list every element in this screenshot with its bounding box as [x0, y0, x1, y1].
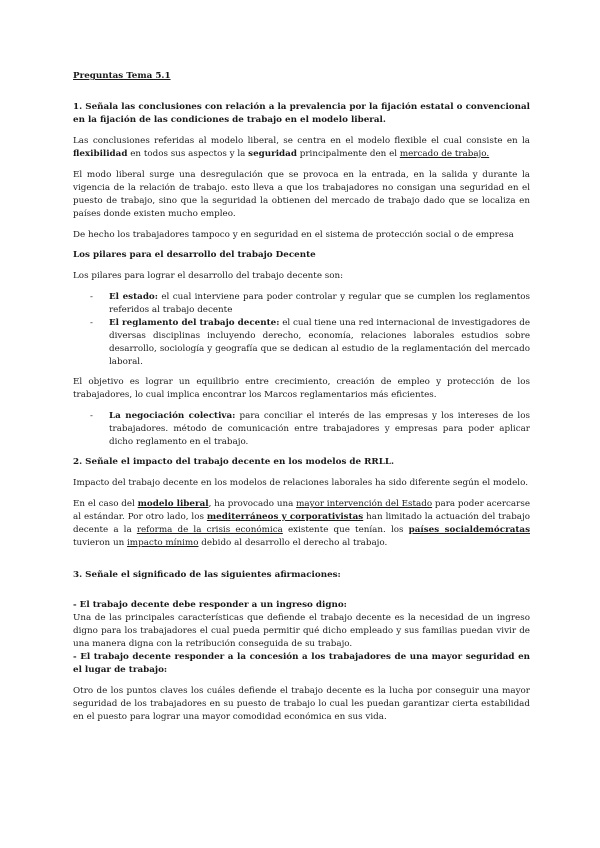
pillar-label: El reglamento del trabajo decente: — [109, 318, 280, 328]
q1-p1-seguridad: seguridad — [248, 149, 297, 159]
q2-p2-text-1: En el caso del — [73, 499, 138, 509]
q1-p1-mercado: mercado de trabajo. — [399, 149, 490, 159]
pillar-text: para conciliar el interés de las empresas y los intereses de los trabajadores. método de comunicación entre trabajadores y empresas para poder aplicar dicho reglamento en el trabajo. — [109, 411, 530, 447]
list-item — [73, 410, 530, 449]
pillars-heading: Los pilares para el desarrollo del trabajo Decente — [73, 250, 316, 260]
list-item — [73, 317, 530, 369]
q2-impacto-minimo: impacto mínimo — [127, 538, 199, 548]
bullet-dash: - — [90, 411, 93, 421]
pillars-list-2 — [73, 410, 530, 449]
document-title: Preguntas Tema 5.1 — [73, 71, 171, 81]
q1-p1-text-3: principalmente den el — [296, 149, 400, 159]
q2-mediterraneos: mediterráneos y corporativistas — [206, 512, 364, 522]
q2-paragraph-2 — [73, 498, 530, 550]
pillar-text: el cual tiene una red internacional de investigadores de diversas disciplinas incluyendo derecho, economía, relaciones laborales estudios sobre desarrollo, sociología y geografía que se dedican al estudio de la reglamentación del mercado laboral. — [109, 318, 530, 367]
q2-p2-text-7: debido al desarrollo el derecho al trabajo. — [198, 538, 388, 548]
list-item — [73, 291, 530, 317]
q1-p1-text-2: en todos sus aspectos y la — [127, 149, 249, 159]
section-spacer — [73, 550, 530, 569]
q3-paragraph-1: Una de las principales características que defiende el trabajo decente es la necesidad de un ingreso digno para los trabajadores el cual pueda permitir qué dicho empleado y sus familias puedan vivir de una manera digna con la retribución conseguida de su trabajo. — [73, 613, 530, 649]
q2-p2-text-6: tuvieron un — [73, 538, 127, 548]
q3-paragraph-2: Otro de los puntos claves los cuáles defiende el trabajo decente es la lucha por conseguir una mayor seguridad de los trabajadores en su puesto de trabajo lo cual les puedan garantizar cierta estabilidad en el puesto para lograr una mayor comodidad económica en sus vida. — [73, 686, 530, 722]
q1-paragraph-1 — [73, 135, 530, 161]
q2-mayor-intervencion: mayor intervención del Estado — [296, 499, 433, 509]
q2-p2-text-4: han limitado la actuación del trabajo decente a la — [73, 512, 530, 535]
question-3-heading: 3. Señale el significado de las siguientes afirmaciones: — [73, 570, 341, 580]
bullet-dash: - — [90, 318, 93, 328]
question-2-heading: 2. Señale el impacto del trabajo decente en los modelos de RRLL. — [73, 457, 395, 467]
question-1-heading: 1. Señala las conclusiones con relación a la prevalencia por la fijación estatal o convencional en la fijación de las condiciones de trabajo en el modelo liberal. — [73, 102, 530, 125]
q2-paragraph-1: Impacto del trabajo decente en los modelos de relaciones laborales ha sido diferente según el modelo. — [73, 478, 528, 488]
q2-p2-text-5: existente que tenían. los — [282, 525, 409, 535]
q1-paragraph-3: De hecho los trabajadores tampoco y en seguridad en el sistema de protección social o de empresa — [73, 230, 514, 240]
pillars-objective: El objetivo es lograr un equilibrio entre crecimiento, creación de empleo y protección de los trabajadores, lo cual implica encontrar los Marcos reglamentarios más eficientes. — [73, 377, 530, 400]
q2-p2-text-3: para poder acercarse al estándar. Por otro lado, los — [73, 499, 530, 522]
pillar-label: La negociación colectiva: — [109, 411, 236, 421]
pillar-text: el cual interviene para poder controlar y regular que se cumplen los reglamentos referidos al trabajo decente — [109, 292, 530, 315]
q1-p1-flexibilidad: flexibilidad — [73, 149, 128, 159]
q2-paises-socialdemocratas: países socialdemócratas — [408, 525, 530, 535]
q3-subheading-2: - El trabajo decente responder a la concesión a los trabajadores de una mayor seguridad en el lugar de trabajo: — [73, 652, 530, 675]
q2-reforma: reforma de la crisis económica — [136, 525, 283, 535]
q2-modelo-liberal: modelo liberal — [137, 499, 209, 509]
pillars-list — [73, 291, 530, 369]
bullet-dash: - — [90, 292, 93, 302]
q1-p1-text-1: Las conclusiones referidas al modelo liberal, se centra en el modelo flexible el cual consiste en la — [73, 136, 530, 146]
q3-subheading-1: - El trabajo decente debe responder a un ingreso digno: — [73, 600, 347, 610]
pillars-intro: Los pilares para lograr el desarrollo del trabajo decente son: — [73, 271, 344, 281]
pillar-label: El estado: — [109, 292, 159, 302]
q1-paragraph-2: El modo liberal surge una desregulación que se provoca en la entrada, en la salida y durante la vigencia de la relación de trabajo. esto lleva a que los trabajadores no consigan una seguridad en el puesto de trabajo, sino que la seguridad la obtienen del mercado de trabajo dado que se localiza en países donde existen mucho empleo. — [73, 170, 530, 219]
q2-p2-text-2: , ha provocado una — [208, 499, 297, 509]
